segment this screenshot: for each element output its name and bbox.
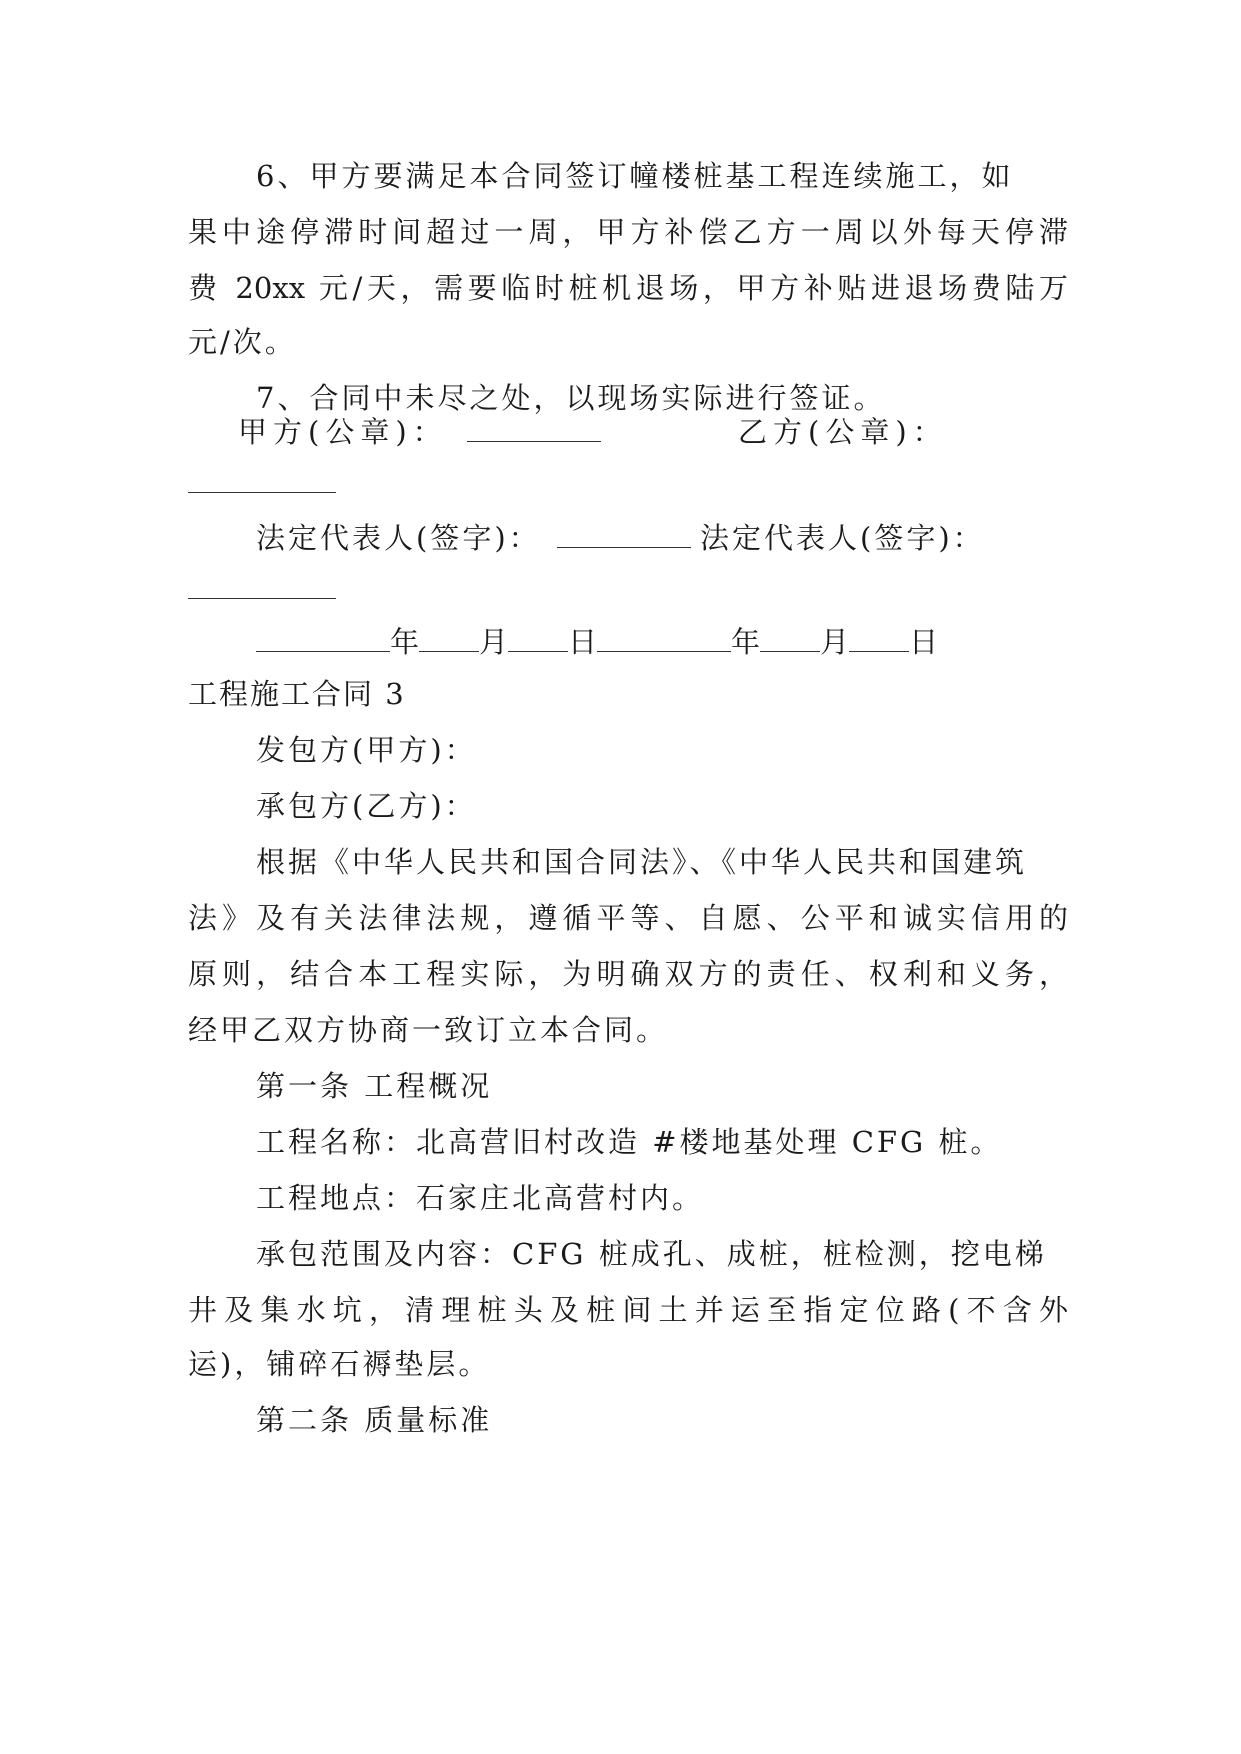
project-location: 工程地点：石家庄北高营村内。 — [256, 1181, 705, 1215]
party-a-seal-row — [238, 412, 601, 452]
day-label-b: 日 — [909, 625, 939, 659]
legal-rep-b-blank — [188, 596, 336, 599]
month-label-b: 月 — [820, 625, 850, 659]
preamble-line-1: 根据《中华人民共和国合同法》、《中华人民共和国建筑 — [256, 845, 1028, 879]
contract-3-title: 工程施工合同 3 — [188, 677, 406, 711]
party-b-seal-label: 乙方(公章)： — [738, 415, 948, 449]
contractor-label: 承包方(乙方)： — [256, 789, 477, 823]
date-row — [256, 622, 938, 662]
party-b-seal-blank — [188, 490, 336, 493]
month-blank-a — [419, 627, 479, 652]
year-blank-b — [597, 627, 731, 652]
year-label-b: 年 — [731, 625, 761, 659]
clause-6-line-3: 费 20xx 元/天，需要临时桩机退场，甲方补贴进退场费陆万 — [188, 271, 1068, 305]
legal-rep-a-label: 法定代表人(签字)： — [256, 521, 541, 555]
party-b-seal-row — [738, 412, 948, 452]
day-blank-a — [508, 627, 568, 652]
legal-rep-a-blank — [557, 523, 691, 548]
legal-rep-a-row — [256, 518, 691, 558]
legal-rep-b-row — [700, 518, 985, 558]
party-a-seal-blank — [467, 417, 601, 442]
year-label-a: 年 — [390, 625, 420, 659]
project-name: 工程名称：北高营旧村改造 #楼地基处理 CFG 桩。 — [256, 1125, 1003, 1159]
preamble-line-2: 法》及有关法律法规，遵循平等、自愿、公平和诚实信用的 — [188, 901, 1068, 935]
month-label-a: 月 — [479, 625, 509, 659]
legal-rep-b-label: 法定代表人(签字)： — [700, 521, 985, 555]
scope-line-3: 运)，铺碎石褥垫层。 — [188, 1347, 491, 1381]
party-a-seal-label: 甲方(公章)： — [238, 415, 448, 449]
preamble-line-4: 经甲乙双方协商一致订立本合同。 — [188, 1013, 669, 1047]
clause-6-line-4: 元/次。 — [188, 325, 297, 359]
article-2-heading: 第二条 质量标准 — [256, 1403, 493, 1437]
day-blank-b — [849, 627, 909, 652]
day-label-a: 日 — [568, 625, 598, 659]
scope-line-1: 承包范围及内容：CFG 桩成孔、成桩，桩检测，挖电梯 — [256, 1237, 1047, 1271]
employer-label: 发包方(甲方)： — [256, 733, 477, 767]
article-1-heading: 第一条 工程概况 — [256, 1069, 493, 1103]
clause-6-line-1: 6、甲方要满足本合同签订幢楼桩基工程连续施工，如 — [256, 159, 1014, 193]
clause-6-line-2: 果中途停滞时间超过一周，甲方补偿乙方一周以外每天停滞 — [188, 215, 1068, 249]
clause-7: 7、合同中未尽之处，以现场实际进行签证。 — [256, 381, 886, 415]
scope-line-2: 井及集水坑，清理桩头及桩间土并运至指定位路(不含外 — [188, 1293, 1068, 1327]
year-blank-a — [256, 627, 390, 652]
preamble-line-3: 原则，结合本工程实际，为明确双方的责任、权利和义务， — [188, 957, 1068, 991]
month-blank-b — [760, 627, 820, 652]
